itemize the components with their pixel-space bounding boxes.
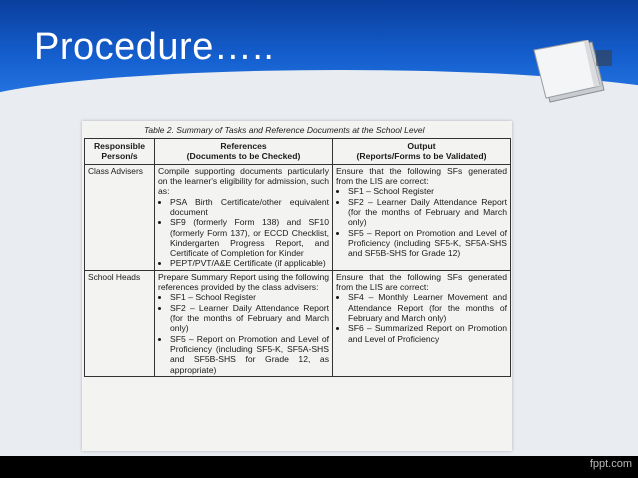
- header-output-subtitle: (Reports/Forms to be Validated): [356, 151, 487, 162]
- references-cell: [155, 164, 333, 270]
- table-row: [85, 270, 511, 376]
- list-item: • SF6 – Summarized Report on Promotion and Level of Proficiency: [348, 323, 507, 344]
- watermark-text: fppt.com: [589, 458, 632, 470]
- summary-table: [84, 138, 511, 377]
- list-item: • SF1 – School Register: [348, 186, 507, 196]
- header-output: [333, 139, 511, 165]
- list-item: • PEPT/PVT/A&E Certificate (if applicable): [170, 258, 329, 268]
- references-intro: Prepare Summary Report using the following references provided by the class advisers:: [158, 271, 330, 293]
- references-intro: Compile supporting documents particularly on the learner's eligibility for admission, such as:: [158, 165, 329, 197]
- references-cell: [155, 270, 333, 376]
- table-row: [85, 164, 511, 270]
- header-responsible: Responsible Person/s: [85, 139, 155, 165]
- header-references-subtitle: (Documents to be Checked): [186, 151, 301, 162]
- output-list: [336, 292, 507, 344]
- output-intro: Ensure that the following SFs generated from the LIS are correct:: [336, 271, 507, 293]
- list-item: • PSA Birth Certificate/other equivalent document: [170, 197, 329, 218]
- output-list: [336, 186, 507, 258]
- document-image: [82, 121, 512, 451]
- output-intro: Ensure that the following SFs generated from the LIS are correct:: [336, 165, 507, 186]
- output-cell: [333, 270, 511, 376]
- list-item: • SF2 – Learner Daily Attendance Report (for the months of February and March only): [348, 197, 507, 228]
- table-caption: Table 2. Summary of Tasks and Reference Documents at the School Level: [144, 125, 425, 135]
- table-header-row: [85, 139, 511, 165]
- output-cell: [333, 164, 511, 270]
- list-item: • SF9 (formerly Form 138) and SF10 (formerly Form 137), or ECCD Checklist, Kindergarten Progress Report, and Certificate of Completion for Kinder: [170, 217, 329, 258]
- responsible-person: School Heads: [85, 270, 155, 376]
- references-list: [158, 292, 329, 375]
- list-item: • SF2 – Learner Daily Attendance Report (for the months of February and March only): [170, 303, 329, 334]
- slide-title: Procedure…..: [34, 26, 275, 68]
- list-item: • SF5 – Report on Promotion and Level of Proficiency (including SF5-K, SF5A-SHS and SF5B-SHS for Grade 12, as appropriate): [170, 334, 329, 375]
- header-references-title: References: [220, 141, 267, 151]
- list-item: • SF5 – Report on Promotion and Level of Proficiency (including SF5-K, SF5A-SHS and SF5B-SHS for Grade 12): [348, 228, 507, 259]
- references-list: [158, 197, 329, 269]
- paper-sheets-icon: [530, 40, 616, 110]
- list-item: • SF4 – Monthly Learner Movement and Attendance Report (for the months of February and March only): [348, 292, 507, 323]
- responsible-person: Class Advisers: [85, 164, 155, 270]
- header-references: [155, 139, 333, 165]
- list-item: • SF1 – School Register: [170, 292, 329, 302]
- header-output-title: Output: [407, 141, 436, 151]
